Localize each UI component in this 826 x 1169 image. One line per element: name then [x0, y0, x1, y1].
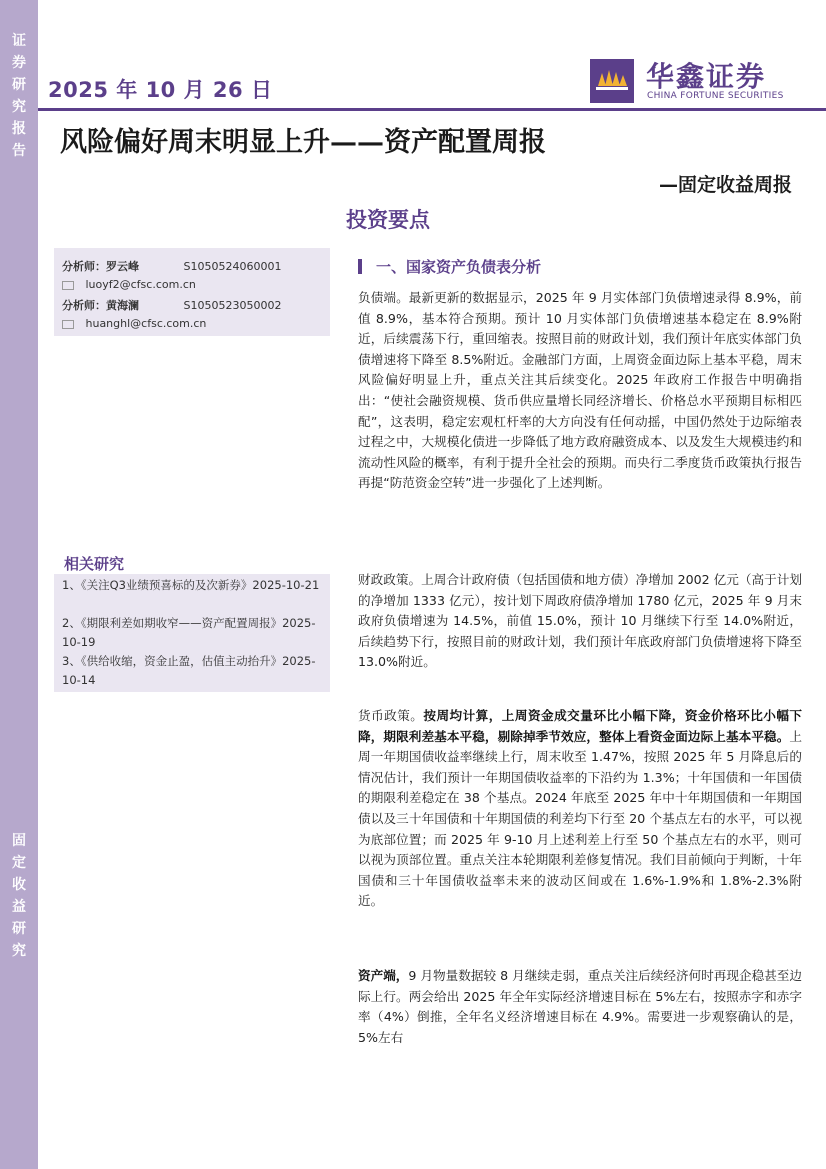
analyst-email[interactable]: huanghl@cfsc.com.cn	[85, 317, 207, 330]
mail-icon	[62, 281, 74, 290]
report-subtitle: —固定收益周报	[658, 174, 792, 196]
header-divider	[38, 108, 826, 111]
part-title: 一、国家资产负债表分析	[358, 256, 541, 277]
logo-chinese-name: 华鑫证券	[646, 60, 767, 93]
logo-english-name: CHINA FORTUNE SECURITIES	[647, 91, 784, 101]
report-title: 风险偏好周末明显上升——资产配置周报	[60, 127, 546, 158]
section-heading: 投资要点	[346, 208, 430, 232]
paragraph-fiscal-policy: 财政政策。上周合计政府债（包括国债和地方债）净增加 2002 亿元（高于计划的净增加 1333 亿元），按计划下周政府债净增加 1780 亿元，2025 年 9 月末政府负债增速为 14.5%，前值 15.0%，预计 10 月继续下行至 14.0%附近，后续趋势下行，按照目前的财政计划，我们预计年底政府部门负债增速将下降至 13.0%附近。	[358, 572, 802, 670]
analyst-row	[62, 258, 281, 274]
analyst-row	[62, 297, 281, 313]
logo-mark-icon	[590, 59, 634, 103]
analyst-email-row	[62, 278, 196, 291]
company-logo	[590, 55, 790, 105]
analyst-name: 分析师：罗云峰	[62, 260, 139, 273]
report-date: 2025 年 10 月 26 日	[48, 78, 273, 102]
analyst-license: S1050523050002	[183, 299, 282, 312]
left-sidebar-bar	[0, 0, 38, 1169]
heading-marker	[358, 259, 362, 274]
related-research-box	[54, 574, 330, 692]
related-research-item[interactable]: 1、《关注Q3业绩预喜标的及次新券》2025-10-21	[62, 578, 320, 592]
analyst-email[interactable]: luoyf2@cfsc.com.cn	[85, 278, 196, 291]
analyst-license: S1050524060001	[183, 260, 282, 273]
paragraph-monetary-policy: 货币政策。按周均计算，上周资金成交量环比小幅下降，资金价格环比小幅下降，期限利差基本平稳，剔除掉季节效应，整体上看资金面边际上基本平稳。上周一年期国债收益率继续上行，周末收至 1.47%，按照 2025 年 5 月降息后的情况估计，我们预计一年期国债收益率的下沿约为 1.3%；十年国债和一年国债的期限利差稳定在 38 个基点。2024 年底至 2025 年中十年期国债和一年期国债以及三十年国债和十年期国债的利差均下行至 20 个基点左右的水平，可以视为底部位置；而 2025 年 9-10 月上述利差上行至 50 个基点左右的水平，则可以视为顶部位置。重点关注本轮期限利差修复情况。我们目前倾向于判断，十年国债和三十年国债收益率未来的波动区间或在 1.6%-1.9%和 1.8%-2.3%附近。	[358, 708, 803, 909]
sidebar-label-bottom: 固 定 收 益 研 究	[12, 833, 26, 959]
analyst-email-row	[62, 317, 206, 330]
related-research-item[interactable]: 2、《期限利差如期收窄——资产配置周报》2025-10-19	[62, 616, 316, 649]
related-research-item[interactable]: 3、《供给收缩，资金止盈，估值主动抬升》2025-10-14	[62, 654, 316, 687]
analyst-box	[54, 248, 330, 336]
mail-icon	[62, 320, 74, 329]
sidebar-label-top: 证 券 研 究 报 告	[12, 33, 26, 159]
related-research-title: 相关研究	[64, 555, 125, 573]
paragraph-assets: 资产端，9 月物量数据较 8 月继续走弱，重点关注后续经济何时再现企稳甚至边际上行。两会给出 2025 年全年实际经济增速目标在 5%左右，按照赤字和赤字率（4%）倒推，全年名义经济增速目标在 4.9%。需要进一步观察确认的是，5%左右	[358, 968, 802, 1045]
paragraph-liabilities: 负债端。最新更新的数据显示，2025 年 9 月实体部门负债增速录得 8.9%，前值 8.9%，基本符合预期。预计 10 月实体部门负债增速基本稳定在 8.9%附近，后续震荡下行，重回缩表。按照目前的财政计划，我们预计年底实体部门负债增速将下降至 8.5%附近。金融部门方面，上周资金面边际上基本平稳，周末风险偏好明显上升，重点关注其后续变化。2025 年政府工作报告中明确指出：“使社会融资规模、货币供应量增长同经济增长、价格总水平预期目标相匹配”，这表明，稳定宏观杠杆率的大方向没有任何动摇，中国仍然处于边际缩表过程之中，大规模化债进一步降低了地方政府融资成本、以及发生大规模违约和流动性风险的概率，有利于提升全社会的预期。而央行二季度货币政策执行报告再提“防范资金空转”进一步强化了上述判断。	[358, 290, 802, 491]
analyst-name: 分析师：黄海澜	[62, 299, 139, 312]
